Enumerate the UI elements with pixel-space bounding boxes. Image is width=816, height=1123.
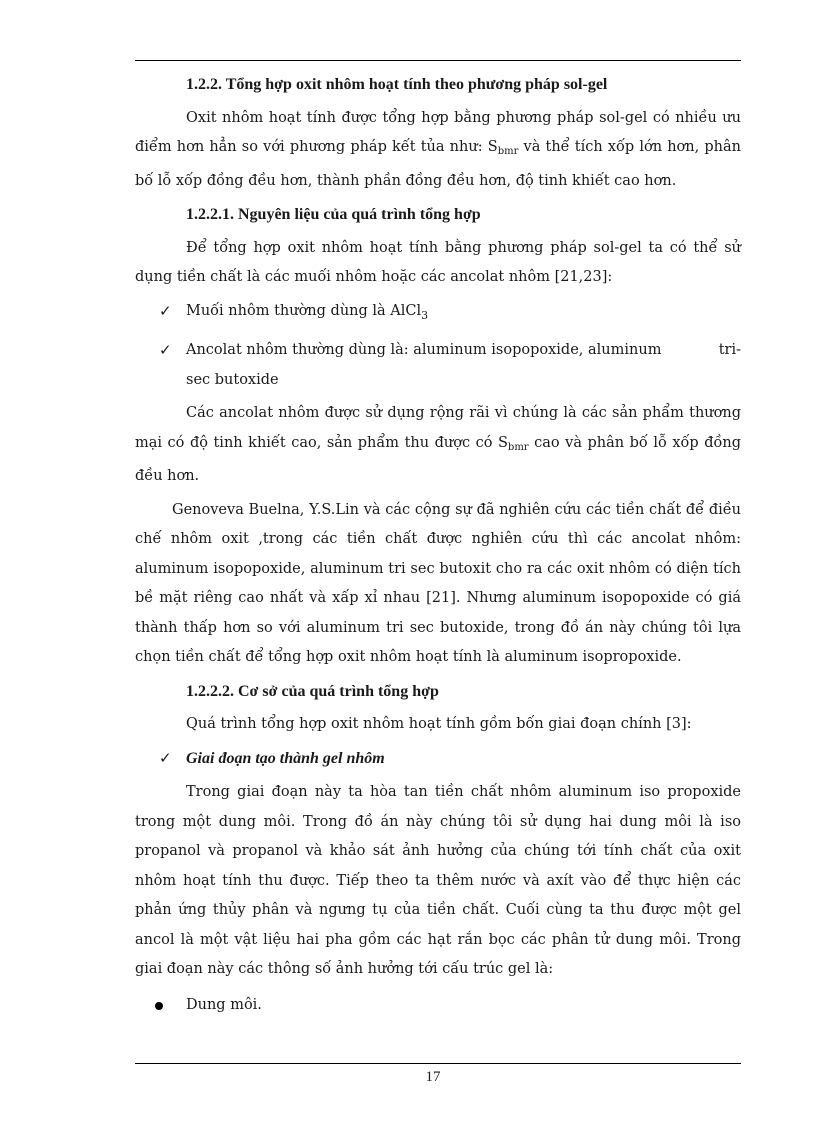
- check-icon: ✓: [159, 748, 172, 767]
- heading-1-2-2-2: 1.2.2.2. Cơ sở của quá trình tổng hợp: [186, 682, 439, 700]
- heading-1-2-2: 1.2.2. Tổng hợp oxit nhôm hoạt tính theo phương pháp sol-gel: [186, 76, 608, 93]
- research-paragraph: Genoveva Buelna, Y.S.Lin và các cộng sự đã nghiên cứu các tiền chất để điều chế nhôm oxit ,trong các tiền chất được nghiên cứu thì các ancolat nhôm: aluminum isopopoxide, aluminum tri sec butoxit cho ra các oxit nhôm có diện tích bề mặt riêng cao nhất và xấp xỉ nhau [21]. Nhưng aluminum isopopoxide có giá thành thấp hơn so với aluminum tri sec butoxide, trong đồ án này chúng tôi lựa chọn tiền chất để tổng hợp oxit nhôm hoạt tính là aluminum isopropoxide.: [135, 501, 741, 665]
- list-item-solvent: Dung môi.: [135, 991, 741, 1021]
- stages-paragraph: Quá trình tổng hợp oxit nhôm hoạt tính gồm bốn giai đoạn chính [3]:: [186, 716, 692, 732]
- footer-rule: [135, 1063, 741, 1064]
- check-icon: ✓: [159, 341, 172, 359]
- bullet-icon: [155, 1002, 163, 1010]
- stage-heading-gel: ✓ Giai đoạn tạo thành gel nhôm: [135, 744, 741, 775]
- gel-stage-paragraph: Trong giai đoạn này ta hòa tan tiền chất nhôm aluminum iso propoxide trong một dung môi. Trong đồ án này chúng tôi sử dụng hai dung môi là iso propanol và propanol và khảo sát ảnh hưởng của chúng tới tính chất của oxit nhôm hoạt tính thu được. Tiếp theo ta thêm nước và axít vào để thực hiện các phản ứng thủy phân và ngưng tụ của tiền chất. Cuối cùng ta thu được một gel ancol là một vật liệu hai pha gồm các hạt rắn bọc các phân tử dung môi. Trong giai đoạn này các thông số ảnh hưởng tới cấu trúc gel là:: [135, 784, 741, 977]
- heading-1-2-2-1: 1.2.2.1. Nguyên liệu của quá trình tổng hợp: [186, 206, 481, 223]
- page-number: 17: [425, 1069, 441, 1085]
- page-body: [135, 70, 741, 1020]
- intro-paragraph: Oxit nhôm hoạt tính được tổng hợp bằng phương pháp sol-gel có nhiều ưu điểm hơn hẳn so với phương pháp kết tủa như: $S_{bmr}$ và thể tích xốp lớn hơn, phân bố lỗ xốp đồng đều hơn, thành phần đồng đều hơn, độ tinh khiết cao hơn.: [135, 109, 741, 189]
- list-item-aluminum-salt: ✓ Muối nhôm thường dùng là AlCl$_3$: [135, 297, 741, 331]
- header-rule: [135, 60, 741, 61]
- list-item-aluminum-alcoholate: ✓ Ancolat nhôm thường dùng là: aluminum isopopoxide, aluminum tri- sec butoxide: [135, 336, 741, 395]
- alcoholate-paragraph: Các ancolat nhôm được sử dụng rộng rãi vì chúng là các sản phẩm thương mại có độ tinh khiết cao, sản phẩm thu được có $S_{bmr}$ cao và phân bố lỗ xốp đồng đều hơn.: [135, 405, 742, 484]
- check-icon: ✓: [159, 301, 172, 320]
- materials-paragraph: Để tổng hợp oxit nhôm hoạt tính bằng phương pháp sol-gel ta có thể sử dụng tiền chất là các muối nhôm hoặc các ancolat nhôm [21,23]:: [135, 239, 741, 285]
